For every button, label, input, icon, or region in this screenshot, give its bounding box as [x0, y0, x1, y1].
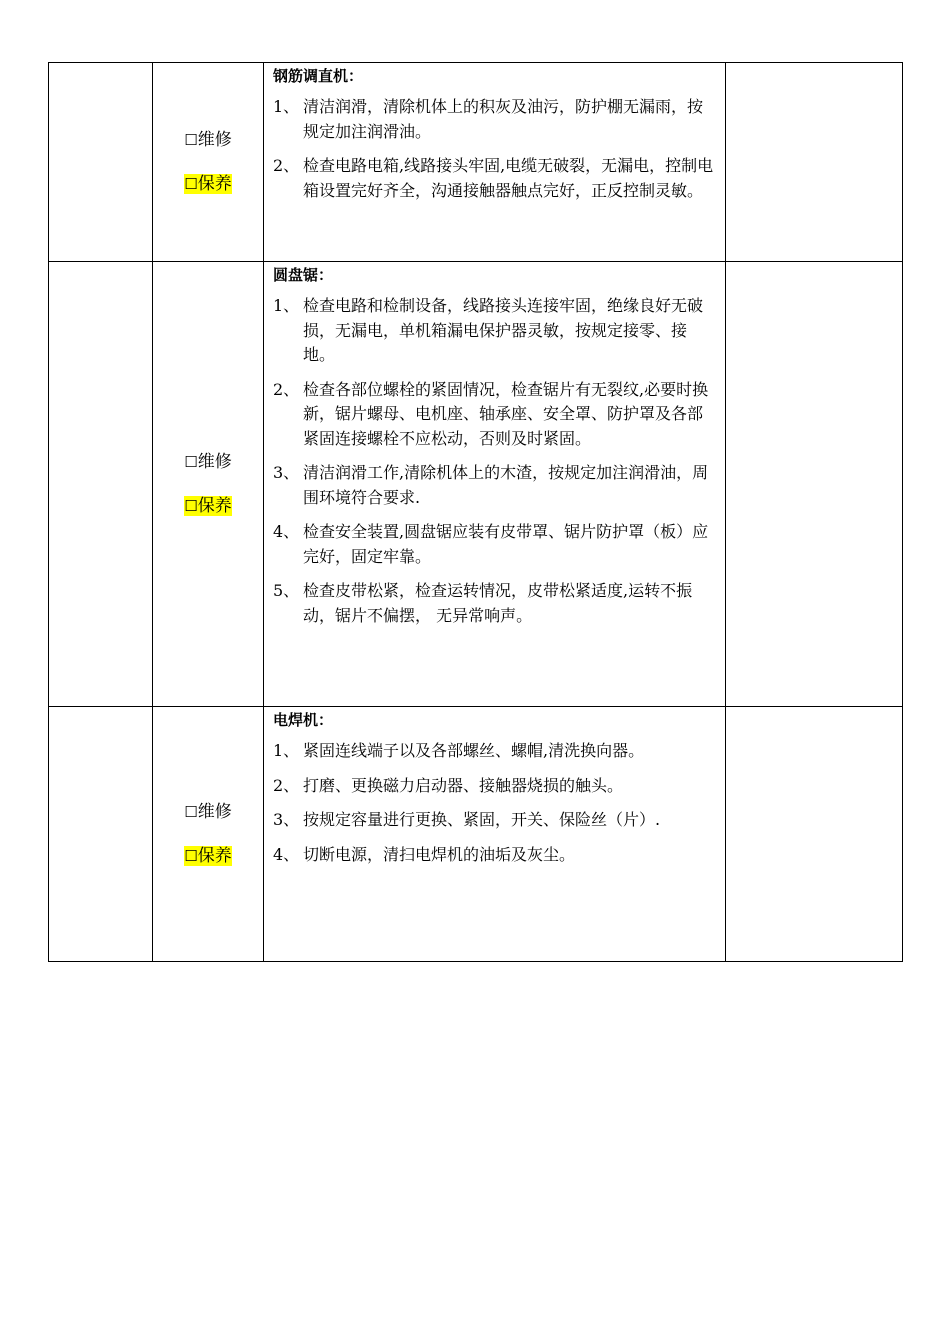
item-number: 1、 — [273, 97, 300, 116]
maintain-option[interactable] — [153, 495, 263, 517]
list-item — [273, 739, 715, 764]
repair-label: 维修 — [197, 130, 232, 150]
item-text: 检查电路和检制设备，线路接头连接牢固，绝缘良好无破损，无漏电，单机箱漏电保护器灵敏，按规定接零、接地。 — [303, 296, 704, 364]
item-text: 打磨、更换磁力启动器、接触器烧损的触头。 — [303, 775, 624, 795]
item-number: 1、 — [273, 296, 300, 315]
item-text: 切断电源，清扫电焊机的油垢及灰尘。 — [303, 844, 576, 864]
section-content-cell — [264, 63, 726, 262]
item-number: 5、 — [273, 581, 300, 600]
section-content-cell — [264, 262, 726, 707]
table-row — [49, 63, 903, 262]
list-item — [273, 520, 715, 569]
maintain-label: 保养 — [197, 174, 232, 194]
checkbox-icon: ☐ — [184, 497, 198, 515]
list-item — [273, 774, 715, 799]
list-item — [273, 95, 715, 144]
item-number: 2、 — [273, 775, 300, 795]
section-title: 电焊机： — [273, 711, 334, 729]
item-number: 3、 — [273, 810, 300, 829]
item-text: 检查皮带松紧，检查运转情况，皮带松紧适度,运转不振动，锯片不偏摆， 无异常响声。 — [303, 581, 693, 625]
item-text: 按规定容量进行更换、紧固，开关、保险丝（片）. — [303, 810, 661, 829]
table-row — [49, 262, 903, 707]
item-text: 检查电路电箱,线路接头牢固,电缆无破裂，无漏电，控制电箱设置完好齐全，沟通接触器触点完好，正反控制灵敏。 — [303, 156, 714, 200]
item-number: 4、 — [273, 522, 300, 541]
section-title: 圆盘锯： — [273, 266, 334, 284]
maintain-label: 保养 — [197, 846, 232, 866]
checkbox-icon: ☐ — [184, 453, 198, 471]
list-item — [273, 294, 715, 368]
maintain-option[interactable] — [153, 173, 263, 195]
repair-label: 维修 — [197, 452, 232, 472]
checkbox-icon: ☐ — [184, 847, 198, 865]
service-type-cell — [153, 262, 264, 707]
service-type-cell — [153, 63, 264, 262]
maintain-option[interactable] — [153, 845, 263, 867]
repair-label: 维修 — [197, 802, 232, 822]
blank-cell-right — [726, 707, 903, 962]
maintain-label: 保养 — [197, 496, 232, 516]
item-number: 1、 — [273, 741, 300, 760]
repair-option[interactable] — [153, 451, 263, 473]
blank-cell-right — [726, 262, 903, 707]
item-number: 2、 — [273, 156, 300, 175]
list-item — [273, 154, 715, 203]
repair-option[interactable] — [153, 129, 263, 151]
list-item — [273, 579, 715, 628]
list-item — [273, 461, 715, 510]
list-item — [273, 843, 715, 868]
blank-cell-left — [49, 63, 153, 262]
item-text: 清洁润滑工作,清除机体上的木渣，按规定加注润滑油，周围环境符合要求. — [303, 463, 709, 507]
list-item — [273, 808, 715, 833]
item-number: 2、 — [273, 379, 300, 399]
list-item — [273, 378, 715, 452]
checkbox-icon: ☐ — [184, 803, 198, 821]
blank-cell-left — [49, 262, 153, 707]
item-number: 4、 — [273, 844, 300, 864]
item-text: 紧固连线端子以及各部螺丝、螺帽,清洗换向器。 — [303, 741, 645, 760]
section-content-cell — [264, 707, 726, 962]
maintenance-record-table — [48, 62, 903, 962]
repair-option[interactable] — [153, 801, 263, 823]
checkbox-icon: ☐ — [184, 131, 198, 149]
item-text: 检查各部位螺栓的紧固情况，检查锯片有无裂纹,必要时换新，锯片螺母、电机座、轴承座、安全罩、防护罩及各部紧固连接螺栓不应松动，否则及时紧固。 — [303, 379, 709, 448]
item-text: 检查安全装置,圆盘锯应装有皮带罩、锯片防护罩（板）应完好，固定牢靠。 — [303, 522, 709, 566]
item-number: 3、 — [273, 463, 300, 482]
blank-cell-right — [726, 63, 903, 262]
blank-cell-left — [49, 707, 153, 962]
section-title: 钢筋调直机： — [273, 67, 364, 85]
item-text: 清洁润滑，清除机体上的积灰及油污，防护棚无漏雨，按规定加注润滑油。 — [303, 97, 704, 141]
table-row — [49, 707, 903, 962]
service-type-cell — [153, 707, 264, 962]
checkbox-icon: ☐ — [184, 175, 198, 193]
